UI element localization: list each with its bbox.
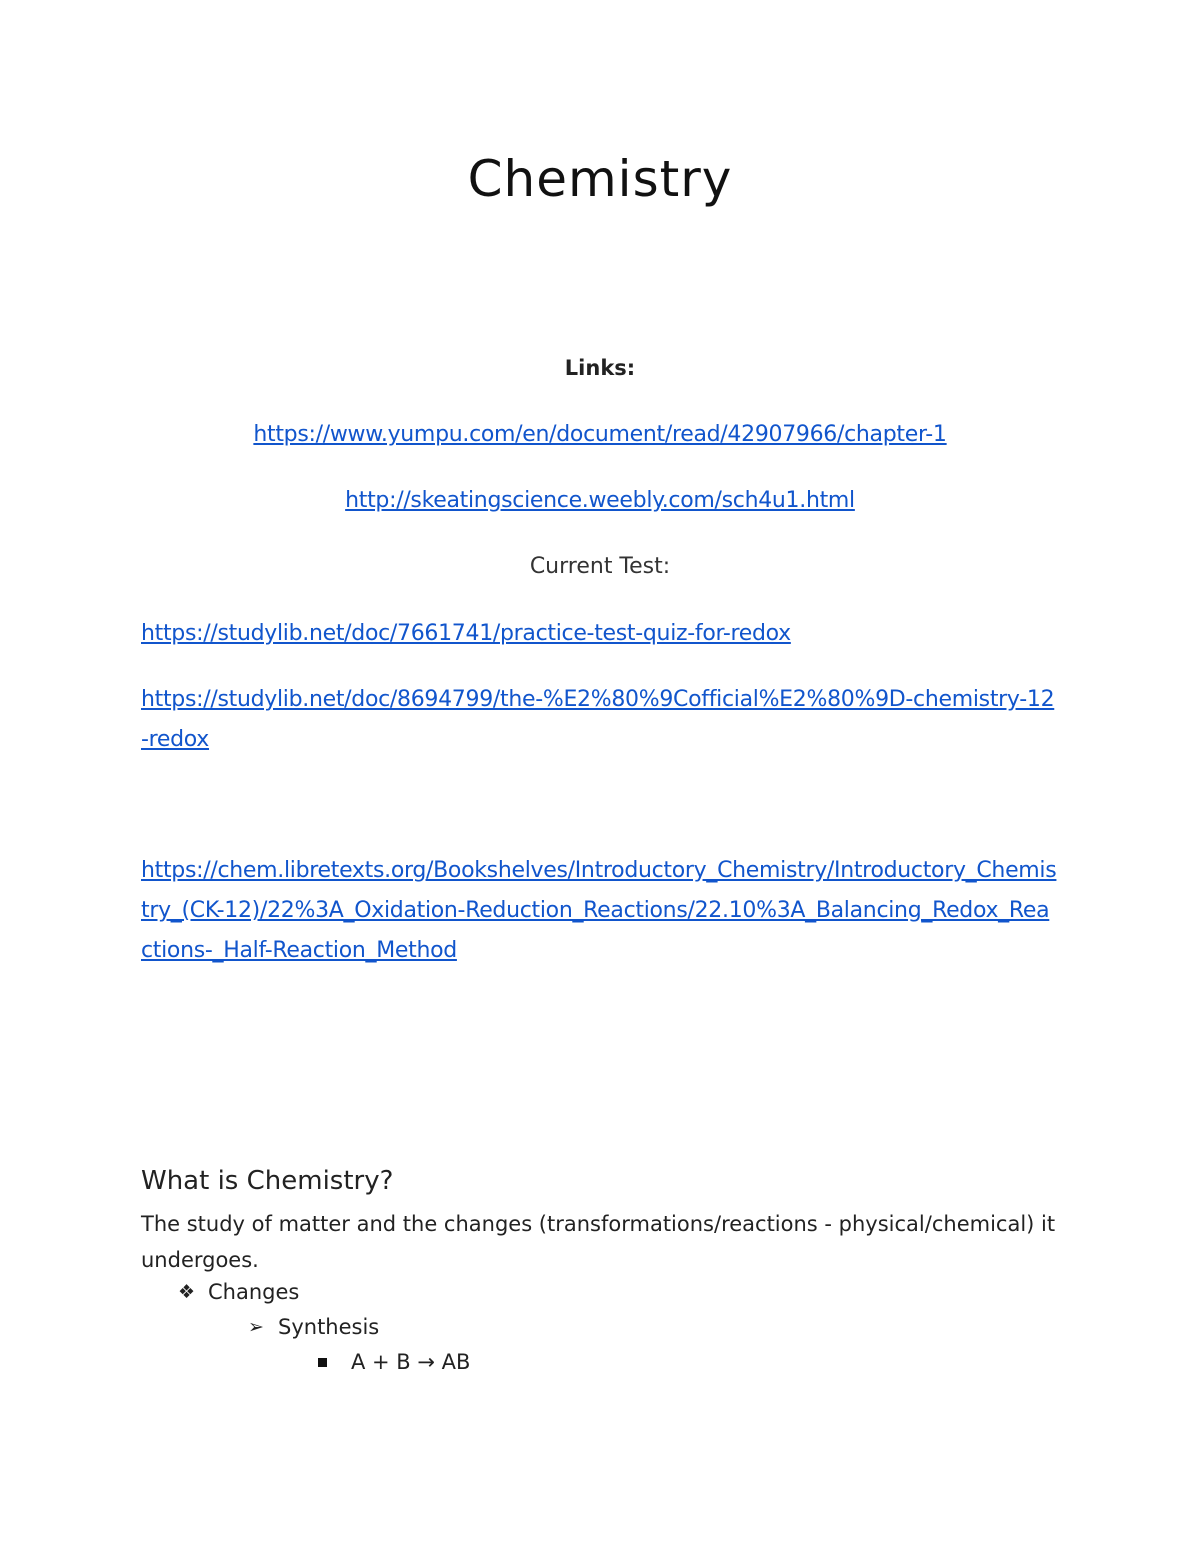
list-item-text: Changes: [208, 1280, 300, 1304]
link-row: [141, 680, 1061, 760]
link-yumpu[interactable]: https://www.yumpu.com/en/document/read/42907966/chapter-1: [253, 422, 947, 447]
arrow-bullet-icon: ➢: [248, 1316, 264, 1338]
list-item-text: A + B → AB: [351, 1350, 471, 1374]
diamond-bullet-icon: ❖: [178, 1281, 196, 1303]
list-item-text: Synthesis: [278, 1315, 380, 1339]
definition-paragraph: The study of matter and the changes (transformations/reactions - physical/chemical) it undergoes.: [141, 1212, 1056, 1272]
link-row: [141, 614, 1061, 654]
link-studylib-official-redox[interactable]: https://studylib.net/doc/8694799/the-%E2%80%9Cofficial%E2%80%9D-chemistry-12-redox: [141, 687, 1055, 752]
list-item: [318, 1350, 470, 1374]
document-title: Chemistry: [467, 150, 733, 208]
link-row: [141, 851, 1061, 971]
link-studylib-practice-test[interactable]: https://studylib.net/doc/7661741/practice-test-quiz-for-redox: [141, 621, 791, 646]
current-test-label: Current Test:: [529, 554, 671, 579]
list-item: [178, 1280, 299, 1304]
square-bullet-icon: [318, 1358, 327, 1367]
links-label: Links:: [564, 356, 636, 380]
section-heading: What is Chemistry?: [141, 1166, 394, 1196]
link-row: [0, 422, 1200, 447]
link-row: [0, 488, 1200, 513]
link-libretexts-balancing-redox[interactable]: https://chem.libretexts.org/Bookshelves/Introductory_Chemistry/Introductory_Chemistry_(CK-12)/22%3A_Oxidation-Reduction_Reactions/22.10%3A_Balancing_Redox_Reactions-_Half-Reaction_Method: [141, 858, 1057, 963]
list-item: [248, 1315, 379, 1339]
link-skeatingscience[interactable]: http://skeatingscience.weebly.com/sch4u1.html: [345, 488, 855, 513]
